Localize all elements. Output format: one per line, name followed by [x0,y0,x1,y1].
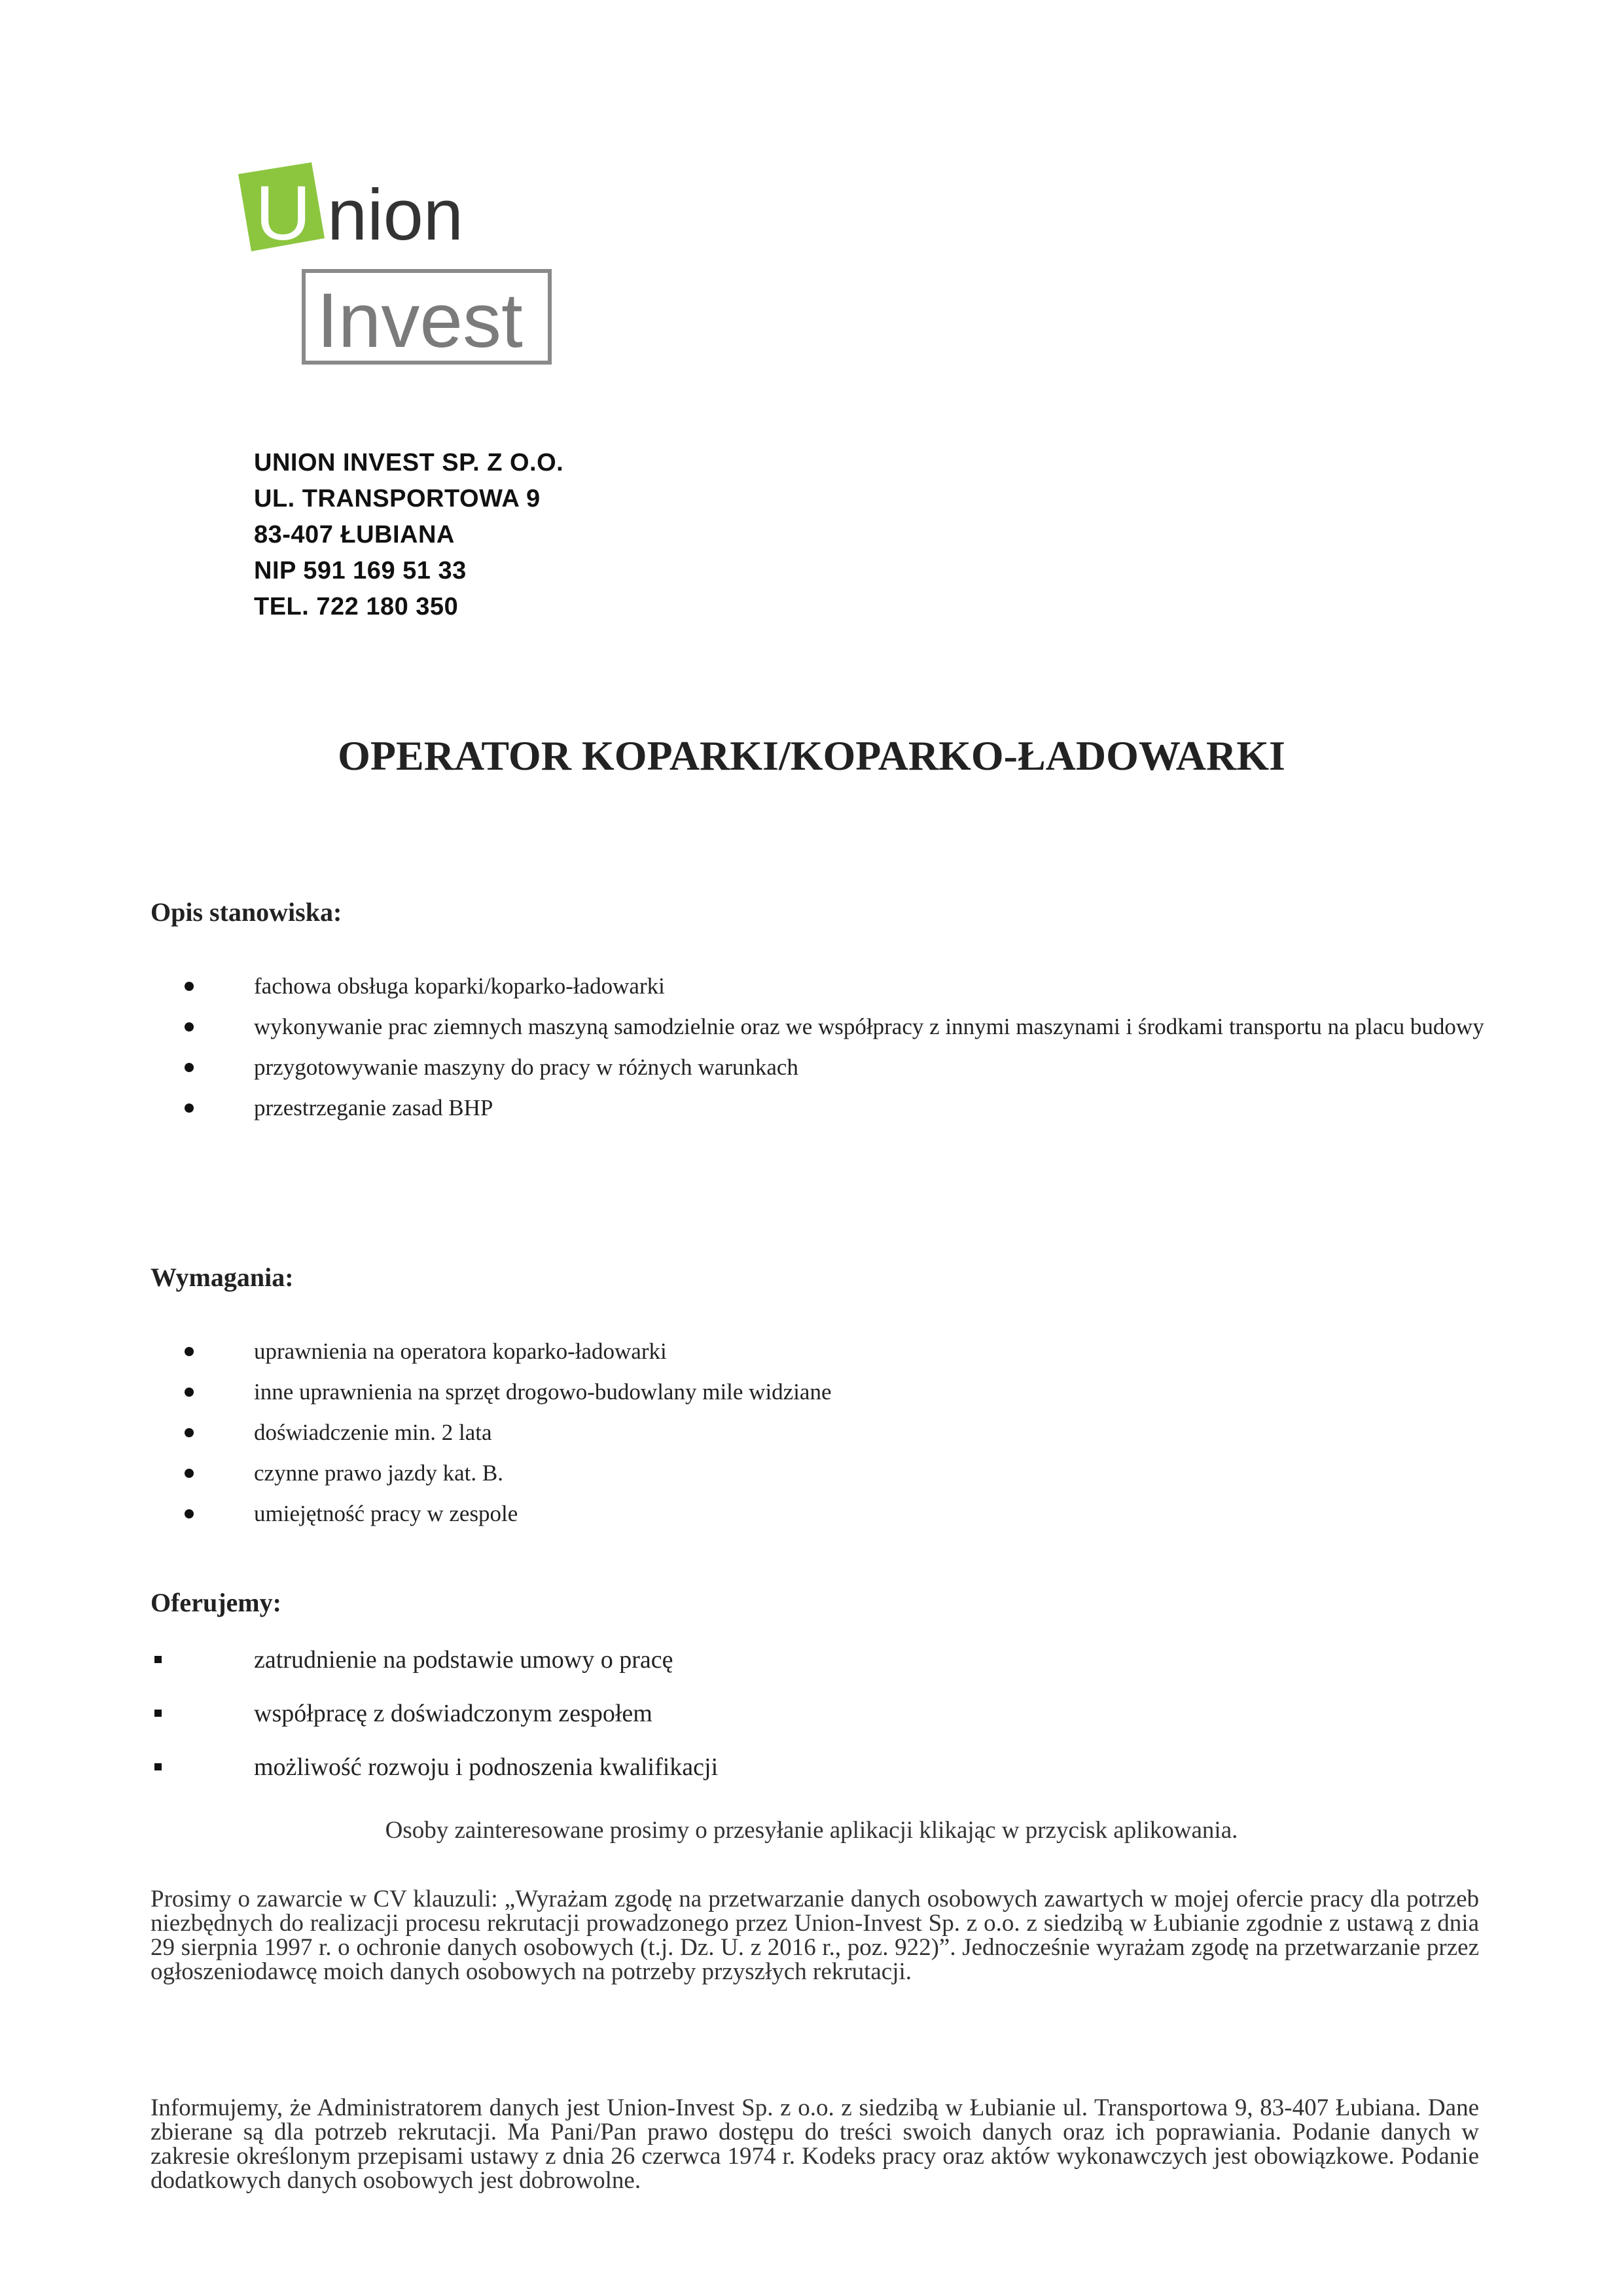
list-item-text: doświadczenie min. 2 lata [254,1420,492,1445]
union-invest-logo [208,154,575,370]
list-item [151,1051,1486,1084]
bullet-icon [185,982,194,991]
requirements-heading: Wymagania: [151,1263,294,1292]
list-item [151,1687,1486,1740]
list-item [151,1376,1486,1408]
list-item-text: uprawnienia na operatora koparko-ładowarki [254,1338,667,1364]
company-nip: NIP 591 169 51 33 [254,557,467,584]
bullet-icon [185,1388,194,1397]
list-item-text: zatrudnienie na podstawie umowy o pracę [254,1646,673,1674]
list-item [151,1740,1486,1794]
apply-instruction: Osoby zainteresowane prosimy o przesyłanie aplikacji klikając w przycisk aplikowania. [385,1817,1238,1844]
list-item-text: współpracę z doświadczonym zespołem [254,1700,652,1727]
list-item-text: czynne prawo jazdy kat. B. [254,1460,503,1486]
list-item-text: umiejętność pracy w zespole [254,1501,518,1526]
bullet-icon [185,1103,194,1113]
offer-list [151,1633,1486,1794]
company-city: 83-407 ŁUBIANA [254,521,455,548]
list-item [151,1457,1486,1490]
list-item-text: inne uprawnienia na sprzęt drogowo-budowlany mile widziane [254,1379,832,1405]
requirements-list [151,1335,1486,1530]
description-heading: Opis stanowiska: [151,897,342,927]
list-item-text: przestrzeganie zasad BHP [254,1095,493,1121]
list-item [151,1633,1486,1687]
company-info [254,445,563,625]
bullet-icon [185,1347,194,1356]
logo-word-invest: Invest [317,278,523,364]
bullet-square-icon [154,1763,162,1770]
offer-heading: Oferujemy: [151,1588,281,1617]
bullet-icon [185,1469,194,1478]
logo-word-nion: nion [327,175,463,255]
list-item [151,1335,1486,1368]
job-title: OPERATOR KOPARKI/KOPARKO-ŁADOWARKI [338,732,1285,779]
list-item [151,1416,1486,1449]
company-phone: TEL. 722 180 350 [254,593,459,620]
bullet-square-icon [154,1656,162,1663]
bullet-icon [185,1509,194,1518]
list-item-text: możliwość rozwoju i podnoszenia kwalifikacji [254,1753,719,1781]
list-item [151,970,1486,1003]
list-item-text: wykonywanie prac ziemnych maszyną samodzielnie oraz we współpracy z innymi maszynami i środkami transportu na placu budowy [254,1014,1484,1039]
company-street: UL. TRANSPORTOWA 9 [254,485,541,512]
consent-clause: Prosimy o zawarcie w CV klauzuli: „Wyrażam zgodę na przetwarzanie danych osobowych zawartych w mojej ofercie pracy dla potrzeb niezbędnych do realizacji procesu rekrutacji prowadzonego przez Union-Invest Sp. z o.o. z siedzibą w Łubianie zgodnie z ustawą z dnia 29 sierpnia 1997 r. o ochronie danych osobowych (t.j. Dz. U. z 2016 r., poz. 922)”. Jednocześnie wyrażam zgodę na przetwarzanie przez ogłoszeniodawcę moich danych osobowych na potrzeby przyszłych rekrutacji. [151,1886,1479,1985]
list-item-text: fachowa obsługa koparki/koparko-ładowarki [254,973,665,999]
bullet-square-icon [154,1710,162,1717]
data-admin-info: Informujemy, że Administratorem danych jest Union-Invest Sp. z o.o. z siedzibą w Łubianie ul. Transportowa 9, 83-407 Łubiana. Dane zbierane są dla potrzeb rekrutacji. Ma Pani/Pan prawo dostępu do treści swoich danych oraz ich poprawiania. Podanie danych w zakresie określonym przepisami ustawy z dnia 26 czerwca 1974 r. Kodeks pracy oraz aktów wykonawczych jest obowiązkowe. Podanie dodatkowych danych osobowych jest dobrowolne. [151,2094,1479,2194]
list-item [151,1011,1486,1043]
bullet-icon [185,1428,194,1437]
bullet-icon [185,1022,194,1031]
list-item [151,1498,1486,1530]
list-item [151,1092,1486,1124]
description-list [151,970,1486,1124]
company-name: UNION INVEST SP. Z O.O. [254,449,564,476]
list-item-text: przygotowywanie maszyny do pracy w różnych warunkach [254,1054,798,1080]
bullet-icon [185,1063,194,1072]
logo-letter-u: U [255,170,312,257]
